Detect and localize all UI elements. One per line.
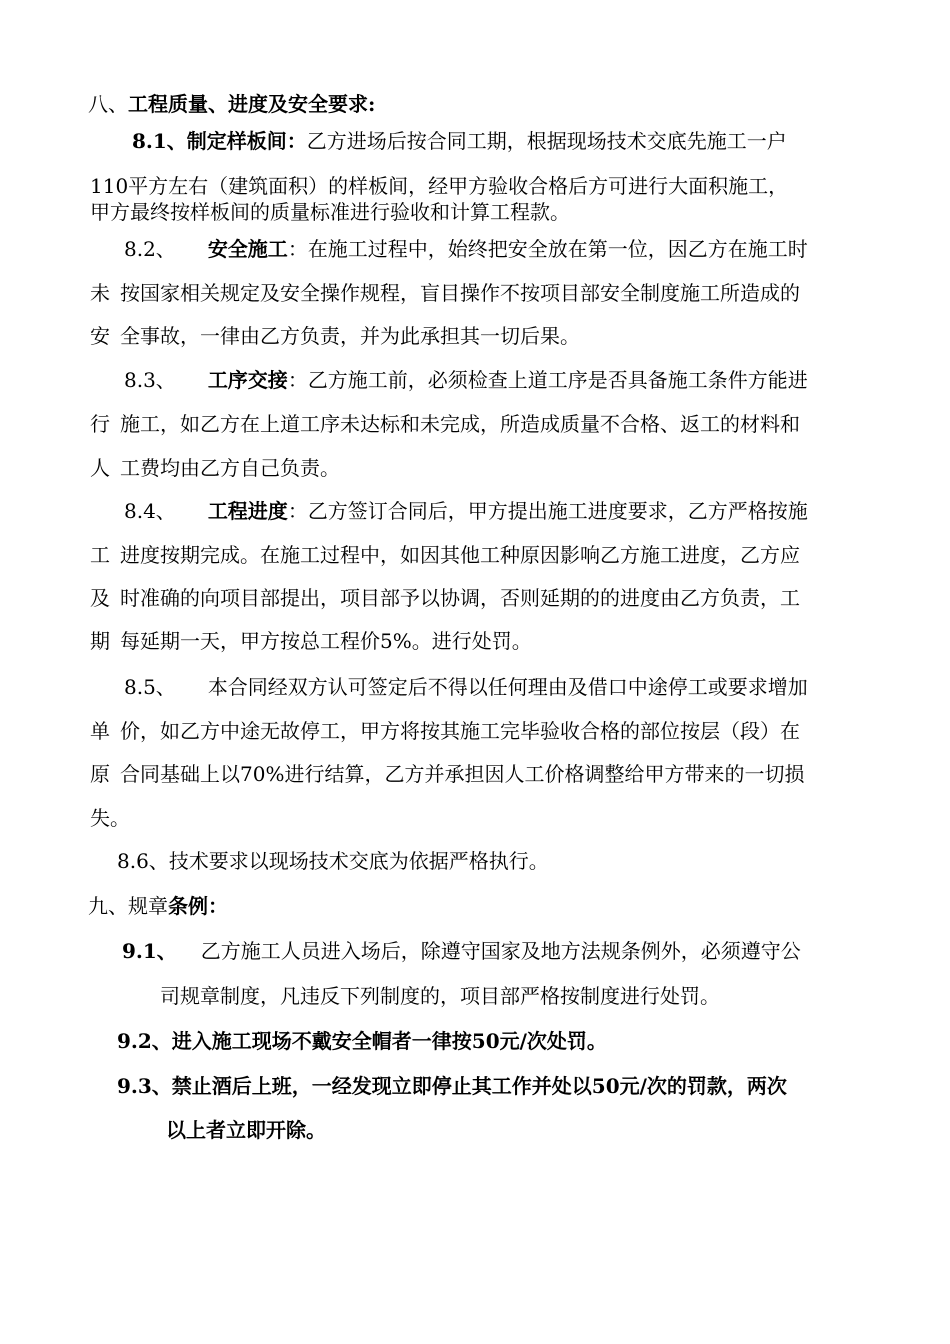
item-8-2-title: 安全施工 <box>207 237 288 261</box>
item-8-5-margin-2: 原 <box>90 762 110 786</box>
item-8-3-text-3: 工费均由乙方自己负责。 <box>120 456 340 480</box>
item-8-4-title: 工程进度 <box>207 499 288 523</box>
item-8-3-margin-1: 行 <box>90 412 110 436</box>
item-8-4-margin-3: 期 <box>90 629 110 653</box>
item-8-2-text-3: 全事故，一律由乙方负责，并为此承担其一切后果。 <box>120 324 580 348</box>
item-9-1-line-1 <box>122 937 801 965</box>
item-8-4-line-2 <box>90 541 800 569</box>
item-8-3-margin-2: 人 <box>90 456 110 480</box>
item-8-4-text-3: 时准确的向项目部提出，项目部予以协调，否则延期的的进度由乙方负责，工 <box>120 586 800 610</box>
item-8-4-margin-2: 及 <box>90 586 110 610</box>
item-8-4-line-4 <box>90 627 532 655</box>
item-8-2-sep: ： <box>287 237 308 261</box>
item-8-4-margin-1: 工 <box>90 543 110 567</box>
item-8-3-text-2: 施工，如乙方在上道工序未达标和未完成，所造成质量不合格、返工的材料和 <box>120 412 800 436</box>
item-8-3-line-1 <box>124 366 808 394</box>
item-8-2-margin-2: 安 <box>90 324 110 348</box>
item-8-3-text-1: 乙方施工前，必须检查上道工序是否具备施工条件方能进 <box>307 368 808 392</box>
item-9-1-num: 9.1、 <box>122 939 177 963</box>
item-8-1-sep: ： <box>286 129 307 153</box>
section-9-heading <box>88 892 228 920</box>
item-8-1-num: 8.1、 <box>132 129 187 153</box>
item-8-4-text-2: 进度按期完成。在施工过程中，如因其他工种原因影响乙方施工进度，乙方应 <box>120 543 800 567</box>
item-8-4-text-1: 乙方签订合同后，甲方提出施工进度要求，乙方严格按施 <box>307 499 808 523</box>
item-8-2-text-2: 按国家相关规定及安全操作规程，盲目操作不按项目部安全制度施工所造成的 <box>120 281 800 305</box>
item-9-3-line-1 <box>117 1072 787 1100</box>
item-8-3-title: 工序交接 <box>207 368 288 392</box>
item-8-1-text-1: 乙方进场后按合同工期，根据现场技术交底先施工一户 <box>306 129 787 153</box>
item-8-5-line-4: 失。 <box>90 806 130 830</box>
item-9-2-text-1: 进入施工现场不戴安全帽者一律按50元/次处罚。 <box>171 1029 607 1053</box>
section-9-title: 条例： <box>168 894 228 918</box>
item-8-1-title: 制定样板间 <box>186 129 287 153</box>
item-8-4-line-3 <box>90 584 800 612</box>
item-8-6-num: 8.6、 <box>117 849 169 873</box>
item-9-1-line-2: 司规章制度，凡违反下列制度的，项目部严格按制度进行处罚。 <box>160 984 720 1008</box>
item-8-1-line-2: 110平方左右（建筑面积）的样板间，经甲方验收合格后方可进行大面积施工， <box>90 174 789 198</box>
item-9-3-line-2: 以上者立即开除。 <box>166 1118 326 1142</box>
item-8-5-margin-1: 单 <box>90 719 110 743</box>
section-8-title: 工程质量、进度及安全要求: <box>128 92 376 116</box>
item-8-3-line-3 <box>90 454 340 482</box>
item-8-2-margin-1: 未 <box>90 281 110 305</box>
item-9-2-line-1 <box>117 1027 607 1055</box>
item-8-4-sep: ： <box>287 499 308 523</box>
item-8-4-line-1 <box>124 497 808 525</box>
item-8-1-line-1 <box>132 127 787 155</box>
item-8-2-line-2 <box>90 279 800 307</box>
section-8-heading <box>88 90 375 118</box>
item-8-5-text-1: 本合同经双方认可签定后不得以任何理由及借口中途停工或要求增加 <box>207 675 808 699</box>
item-8-3-num: 8.3、 <box>124 368 176 392</box>
item-8-5-text-2: 价，如乙方中途无故停工，甲方将按其施工完毕验收合格的部位按层（段）在 <box>120 719 800 743</box>
section-9-prefix: 九、规章 <box>88 894 168 918</box>
item-8-3-line-2 <box>90 410 800 438</box>
item-8-5-num: 8.5、 <box>124 675 176 699</box>
item-8-2-line-1 <box>124 235 808 263</box>
item-8-5-line-3 <box>90 760 804 788</box>
item-8-6-line-1 <box>117 847 549 875</box>
item-8-2-num: 8.2、 <box>124 237 176 261</box>
item-9-2-num: 9.2、 <box>117 1029 172 1053</box>
item-8-5-text-3: 合同基础上以70%进行结算，乙方并承担因人工价格调整给甲方带来的一切损 <box>120 762 805 786</box>
item-8-5-line-1 <box>124 673 808 701</box>
item-8-4-num: 8.4、 <box>124 499 176 523</box>
item-9-3-num: 9.3、 <box>117 1074 172 1098</box>
item-8-2-text-1: 在施工过程中，始终把安全放在第一位，因乙方在施工时 <box>307 237 808 261</box>
item-8-4-text-4: 每延期一天，甲方按总工程价5%。进行处罚。 <box>120 629 532 653</box>
item-9-1-text-1: 乙方施工人员进入场后，除遵守国家及地方法规条例外，必须遵守公 <box>200 939 801 963</box>
item-8-5-line-2 <box>90 717 800 745</box>
section-8-prefix: 八、 <box>88 92 128 116</box>
item-8-1-line-3: 甲方最终按样板间的质量标准进行验收和计算工程款。 <box>90 200 570 224</box>
item-8-6-text-1: 技术要求以现场技术交底为依据严格执行。 <box>168 849 549 873</box>
item-9-3-text-1: 禁止酒后上班，一经发现立即停止其工作并处以50元/次的罚款，两次 <box>171 1074 787 1098</box>
item-8-3-sep: ： <box>287 368 308 392</box>
item-8-2-line-3 <box>90 322 580 350</box>
